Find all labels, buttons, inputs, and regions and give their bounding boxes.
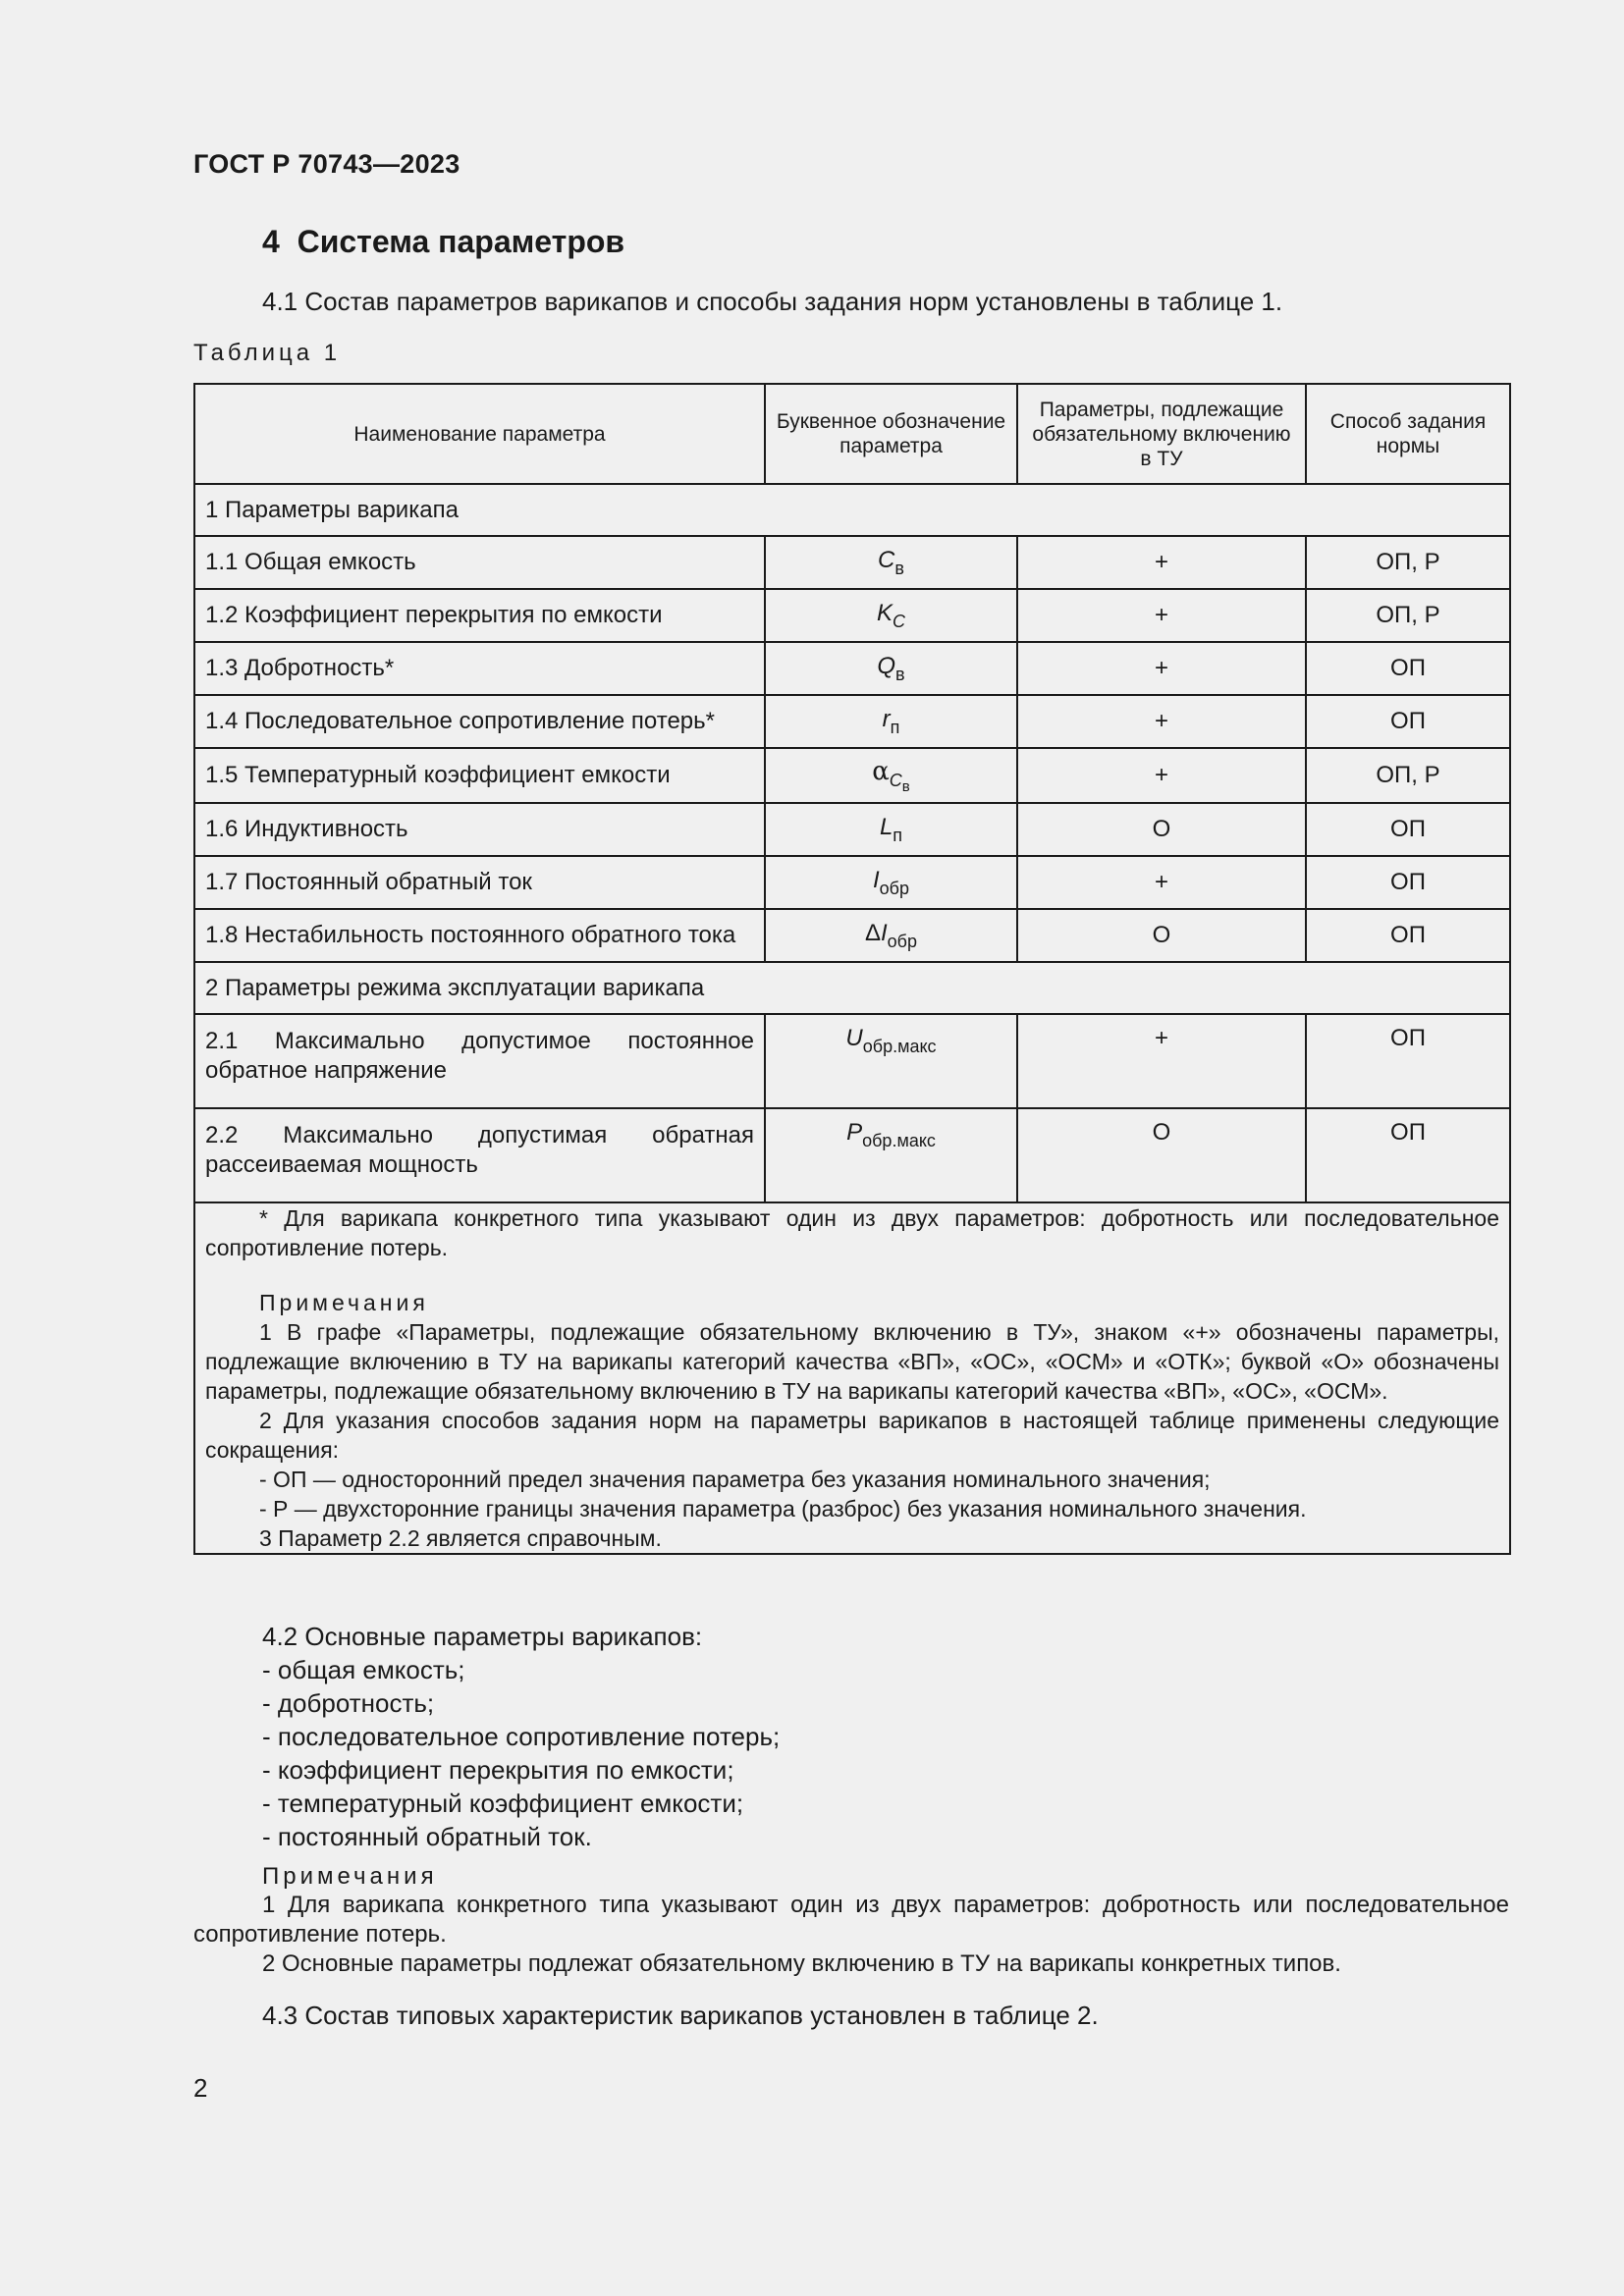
param-name: 1.7 Постоянный обратный ток bbox=[194, 856, 765, 909]
param-symbol bbox=[765, 589, 1017, 642]
param-name: 1.8 Нестабильность постоянного обратного тока bbox=[194, 909, 765, 962]
symbol-letter: L bbox=[879, 813, 893, 840]
list-item: - последовательное сопротивление потерь; bbox=[262, 1722, 781, 1751]
param-symbol bbox=[765, 909, 1017, 962]
param-inclusion: + bbox=[1017, 748, 1306, 803]
symbol-letter: K bbox=[876, 599, 893, 626]
param-inclusion: + bbox=[1017, 856, 1306, 909]
table-note-2b: - Р — двухсторонние границы значения параметра (разброс) без указания номинального значения. bbox=[259, 1496, 1307, 1522]
table-group-row bbox=[194, 484, 1510, 536]
param-symbol bbox=[765, 856, 1017, 909]
param-name: 2.2 Максимально допустимая обратная рассеиваемая мощность bbox=[194, 1108, 765, 1202]
list-item: - постоянный обратный ток. bbox=[262, 1822, 592, 1851]
table-note-2: 2 Для указания способов задания норм на параметры варикапов в настоящей таблице применены следующие сокращения: bbox=[205, 1408, 1499, 1463]
symbol-letter: I bbox=[872, 866, 880, 893]
symbol-subscript: в bbox=[895, 664, 905, 684]
param-symbol bbox=[765, 695, 1017, 748]
table-row bbox=[194, 642, 1510, 695]
table-header-row bbox=[194, 384, 1510, 484]
param-name: 2.1 Максимально допустимое постоянное обратное напряжение bbox=[194, 1014, 765, 1108]
note-4-2-1: 1 Для варикапа конкретного типа указывают один из двух параметров: добротность или последовательное сопротивление потерь. bbox=[193, 1892, 1509, 1948]
param-inclusion: + bbox=[1017, 695, 1306, 748]
param-symbol bbox=[765, 536, 1017, 589]
symbol-subscript: обр.макс bbox=[862, 1037, 937, 1056]
param-method: ОП, Р bbox=[1306, 748, 1510, 803]
table-caption: Таблица 1 bbox=[193, 340, 342, 366]
list-item: - коэффициент перекрытия по емкости; bbox=[262, 1755, 734, 1785]
symbol-subscript: в bbox=[894, 558, 904, 578]
param-method: ОП bbox=[1306, 856, 1510, 909]
symbol-subscript: C bbox=[889, 770, 902, 790]
table-row bbox=[194, 748, 1510, 803]
table-notes bbox=[194, 1202, 1510, 1554]
table-group-row bbox=[194, 962, 1510, 1014]
param-inclusion: + bbox=[1017, 536, 1306, 589]
param-method: ОП bbox=[1306, 1108, 1510, 1202]
paragraph-4-1: 4.1 Состав параметров варикапов и способы задания норм установлены в таблице 1. bbox=[262, 287, 1283, 316]
symbol-subscript: обр bbox=[879, 878, 909, 898]
param-name: 1.1 Общая емкость bbox=[194, 536, 765, 589]
param-method: ОП bbox=[1306, 803, 1510, 856]
paragraph-4-3: 4.3 Состав типовых характеристик варикапов установлен в таблице 2. bbox=[262, 2001, 1099, 2030]
header-method: Способ задания нормы bbox=[1306, 384, 1510, 484]
symbol-subscript: обр.макс bbox=[862, 1131, 936, 1150]
param-inclusion: О bbox=[1017, 803, 1306, 856]
header-symbol: Буквенное обозначение параметра bbox=[765, 384, 1017, 484]
symbol-subscript: п bbox=[890, 717, 900, 737]
param-method: ОП bbox=[1306, 642, 1510, 695]
paragraph-4-2 bbox=[262, 1620, 780, 1853]
notes-4-2 bbox=[193, 1891, 1509, 1979]
param-method: ОП bbox=[1306, 1014, 1510, 1108]
param-name: 1.4 Последовательное сопротивление потерь* bbox=[194, 695, 765, 748]
symbol-letter: U bbox=[845, 1025, 863, 1051]
param-symbol bbox=[765, 1014, 1017, 1108]
table-row bbox=[194, 1108, 1510, 1202]
param-method: ОП, Р bbox=[1306, 536, 1510, 589]
table-row bbox=[194, 536, 1510, 589]
symbol-prefix: Δ bbox=[864, 919, 881, 946]
list-item: - добротность; bbox=[262, 1688, 435, 1718]
param-symbol bbox=[765, 748, 1017, 803]
list-item: - температурный коэффициент емкости; bbox=[262, 1789, 744, 1818]
param-inclusion: О bbox=[1017, 909, 1306, 962]
paragraph-4-2-intro: 4.2 Основные параметры варикапов: bbox=[262, 1622, 703, 1651]
table-note-2a: - ОП — односторонний предел значения параметра без указания номинального значения; bbox=[259, 1467, 1211, 1492]
group-title: 1 Параметры варикапа bbox=[194, 484, 1510, 536]
param-name: 1.6 Индуктивность bbox=[194, 803, 765, 856]
section-title: 4 Система параметров bbox=[262, 224, 625, 259]
param-inclusion: О bbox=[1017, 1108, 1306, 1202]
symbol-letter: P bbox=[846, 1119, 863, 1146]
param-name: 1.3 Добротность* bbox=[194, 642, 765, 695]
table-note-3: 3 Параметр 2.2 является справочным. bbox=[259, 1525, 662, 1551]
param-inclusion: + bbox=[1017, 589, 1306, 642]
table-row bbox=[194, 695, 1510, 748]
symbol-subscript: обр bbox=[887, 931, 918, 951]
symbol-letter: r bbox=[882, 705, 891, 732]
table-note-1: 1 В графе «Параметры, подлежащие обязательному включению в ТУ», знаком «+» обозначены параметры, подлежащие включению в ТУ на варикапы категорий качества «ВП», «ОС», «ОСМ» и «ОТК»; буквой «О» обозначены параметры, подлежащие обязательному включению в ТУ на варикапы категорий качества «ВП», «ОС», «ОСМ». bbox=[205, 1319, 1499, 1404]
symbol-subscript: C bbox=[893, 611, 905, 631]
group-title: 2 Параметры режима эксплуатации варикапа bbox=[194, 962, 1510, 1014]
symbol-letter: Q bbox=[877, 652, 896, 679]
notes-title-4-2: Примечания bbox=[262, 1863, 438, 1890]
table-row bbox=[194, 803, 1510, 856]
param-inclusion: + bbox=[1017, 1014, 1306, 1108]
symbol-letter: C bbox=[878, 546, 895, 573]
header-name: Наименование параметра bbox=[194, 384, 765, 484]
list-item: - общая емкость; bbox=[262, 1655, 465, 1684]
param-name: 1.2 Коэффициент перекрытия по емкости bbox=[194, 589, 765, 642]
document-id: ГОСТ Р 70743—2023 bbox=[193, 149, 460, 179]
table-row bbox=[194, 589, 1510, 642]
table-notes-row bbox=[194, 1202, 1510, 1554]
table-footnote: * Для варикапа конкретного типа указывают один из двух параметров: добротность или последовательное сопротивление потерь. bbox=[205, 1205, 1499, 1260]
note-4-2-2: 2 Основные параметры подлежат обязательному включению в ТУ на варикапы конкретных типов. bbox=[262, 1950, 1341, 1977]
symbol-letter: α bbox=[872, 756, 890, 786]
param-method: ОП, Р bbox=[1306, 589, 1510, 642]
header-inclusion: Параметры, подлежащие обязательному включению в ТУ bbox=[1017, 384, 1306, 484]
symbol-subscript-2: в bbox=[901, 777, 910, 795]
table-row bbox=[194, 909, 1510, 962]
param-symbol bbox=[765, 642, 1017, 695]
notes-title: Примечания bbox=[259, 1290, 429, 1315]
param-inclusion: + bbox=[1017, 642, 1306, 695]
param-method: ОП bbox=[1306, 695, 1510, 748]
symbol-subscript: п bbox=[893, 825, 903, 845]
param-method: ОП bbox=[1306, 909, 1510, 962]
table-row bbox=[194, 1014, 1510, 1108]
param-symbol bbox=[765, 1108, 1017, 1202]
param-name: 1.5 Температурный коэффициент емкости bbox=[194, 748, 765, 803]
parameters-table bbox=[193, 383, 1511, 1555]
symbol-letter: I bbox=[881, 919, 888, 946]
param-symbol bbox=[765, 803, 1017, 856]
page-number: 2 bbox=[193, 2073, 208, 2103]
table-row bbox=[194, 856, 1510, 909]
